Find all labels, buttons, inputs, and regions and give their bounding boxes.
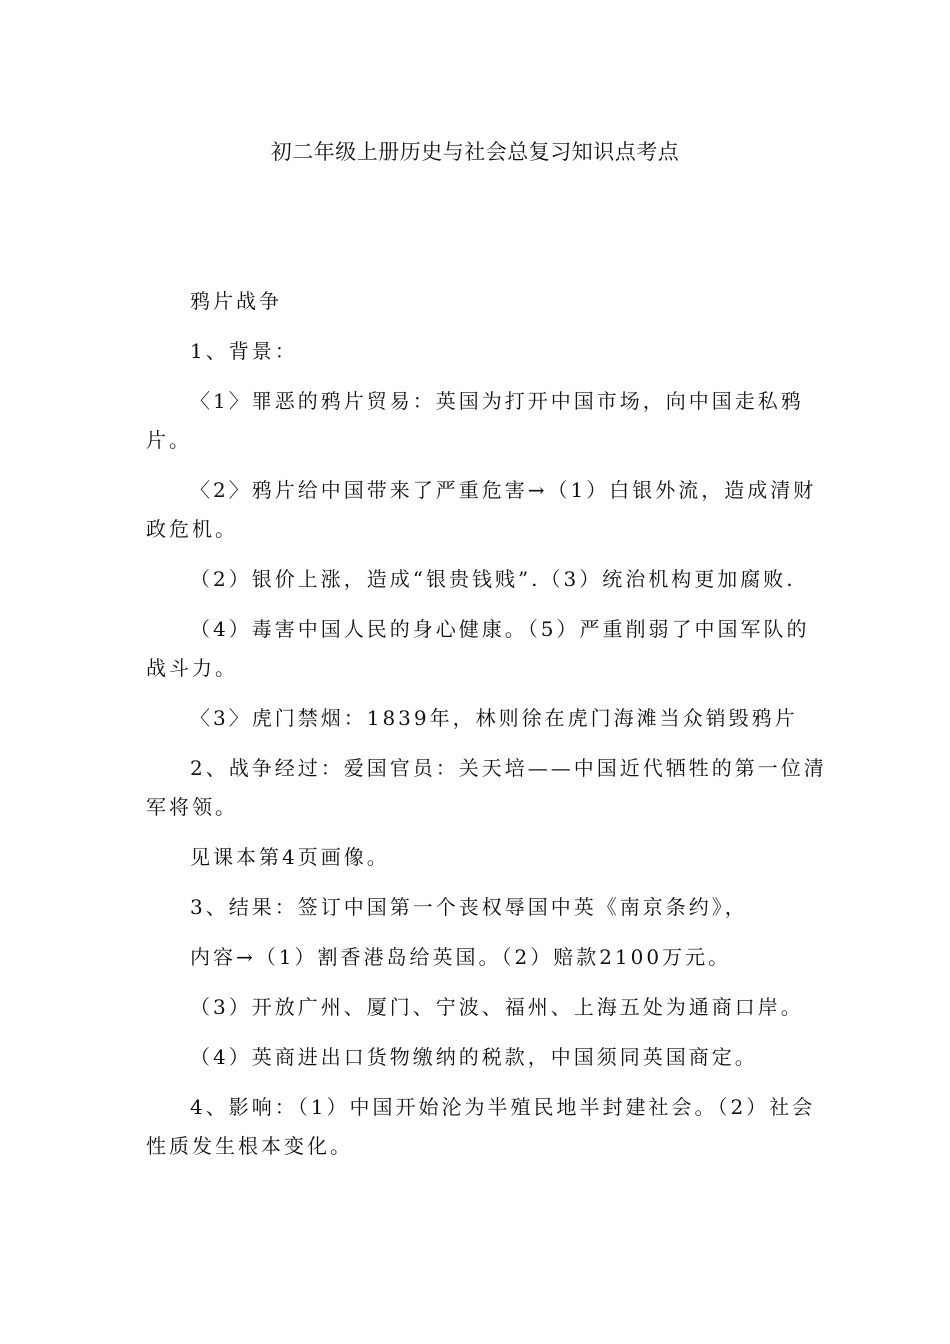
section-heading-opium-war: 鸦片战争 [190, 289, 282, 313]
paragraph-line: 〈3〉虎门禁烟：1839年，林则徐在虎门海滩当众销毁鸦片 [190, 706, 798, 730]
paragraph-line: 〈2〉鸦片给中国带来了严重危害→（1）白银外流，造成清财 [190, 478, 817, 502]
paragraph-line: （4）英商进出口货物缴纳的税款，中国须同英国商定。 [190, 1045, 758, 1069]
paragraph-line: 见课本第4页画像。 [190, 845, 390, 869]
paragraph-line-continued: 片。 [146, 428, 192, 452]
paragraph-line: 3、结果：签订中国第一个丧权辱国中英《南京条约》， [190, 895, 748, 919]
paragraph-line-continued: 性质发生根本变化。 [146, 1134, 353, 1158]
paragraph-line: 内容→（1）割香港岛给英国。（2）赔款2100万元。 [190, 945, 732, 969]
paragraph-line-continued: 军将领。 [146, 795, 238, 819]
paragraph-line: 2、战争经过：爱国官员：关天培——中国近代牺牲的第一位清 [190, 756, 827, 780]
paragraph-line-continued: 政危机。 [146, 517, 238, 541]
document-body [146, 282, 827, 1165]
paragraph-line: （4）毒害中国人民的身心健康。（5）严重削弱了中国军队的 [190, 617, 810, 641]
paragraph-line: （2）银价上涨，造成“银贵钱贱”.（3）统治机构更加腐败. [190, 567, 796, 591]
paragraph-line: 〈1〉罪恶的鸦片贸易：英国为打开中国市场，向中国走私鸦 [190, 389, 804, 413]
paragraph-background-heading: 1、背景： [190, 339, 298, 363]
page-title: 初二年级上册历史与社会总复习知识点考点 [270, 140, 680, 164]
paragraph-line: （3）开放广州、厦门、宁波、福州、上海五处为通商口岸。 [190, 995, 804, 1019]
paragraph-line-continued: 战斗力。 [146, 656, 238, 680]
paragraph-line: 4、影响：（1）中国开始沦为半殖民地半封建社会。（2）社会 [190, 1095, 816, 1119]
